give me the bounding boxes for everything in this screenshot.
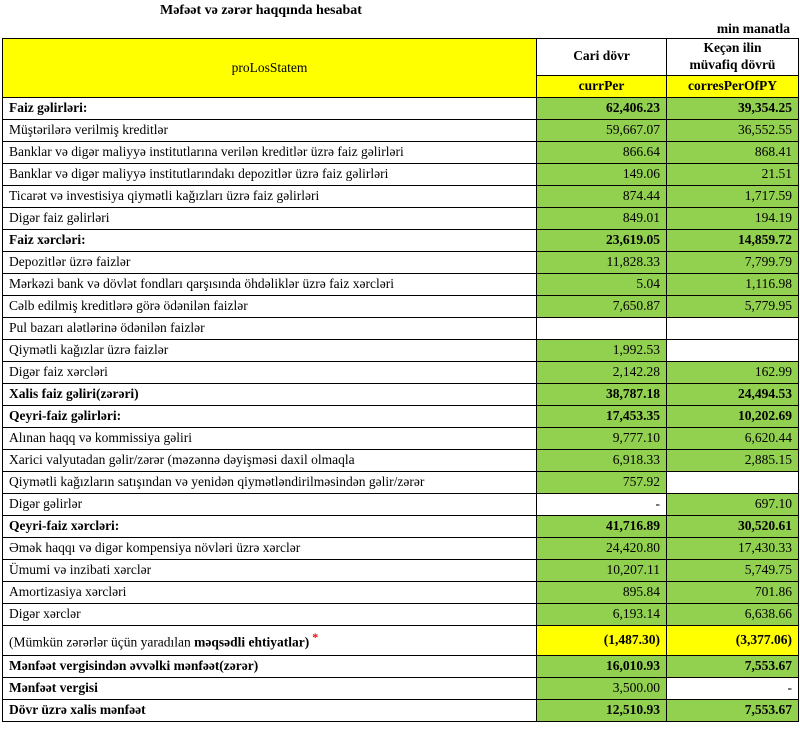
table-row bbox=[3, 427, 799, 449]
row-label: Amortizasiya xərcləri bbox=[3, 581, 537, 603]
row-value-current-period: 17,453.35 bbox=[537, 405, 667, 427]
table-row bbox=[3, 163, 799, 185]
row-value-previous-period: 697.10 bbox=[667, 493, 799, 515]
row-value-previous-period bbox=[667, 471, 799, 493]
table-row bbox=[3, 493, 799, 515]
table-row bbox=[3, 361, 799, 383]
row-value-previous-period: 10,202.69 bbox=[667, 405, 799, 427]
table-row bbox=[3, 97, 799, 119]
row-value-previous-period: (3,377.06) bbox=[667, 625, 799, 655]
row-label: Pul bazarı alətlərinə ödənilən faizlər bbox=[3, 317, 537, 339]
table-row bbox=[3, 581, 799, 603]
row-value-previous-period: 7,553.67 bbox=[667, 655, 799, 677]
header-prolosstatem: proLosStatem bbox=[3, 39, 537, 98]
row-value-previous-period: 5,779.95 bbox=[667, 295, 799, 317]
header-current-period-label: Cari dövr bbox=[573, 48, 630, 64]
table-row bbox=[3, 515, 799, 537]
row-value-previous-period: 194.19 bbox=[667, 207, 799, 229]
report-title: Məfəət və zərər haqqında hesabat bbox=[160, 3, 362, 18]
row-value-current-period: (1,487.30) bbox=[537, 625, 667, 655]
row-value-current-period: 12,510.93 bbox=[537, 699, 667, 721]
row-value-current-period: 62,406.23 bbox=[537, 97, 667, 119]
table-body bbox=[3, 97, 799, 721]
row-value-current-period: 849.01 bbox=[537, 207, 667, 229]
row-value-previous-period: 1,116.98 bbox=[667, 273, 799, 295]
row-label: Mərkəzi bank və dövlət fondları qarşısında öhdəliklər üzrə faiz xərcləri bbox=[3, 273, 537, 295]
row-value-previous-period: 5,749.75 bbox=[667, 559, 799, 581]
row-value-current-period: 41,716.89 bbox=[537, 515, 667, 537]
subheader-currper: currPer bbox=[537, 75, 667, 97]
table-row bbox=[3, 273, 799, 295]
row-value-current-period: 11,828.33 bbox=[537, 251, 667, 273]
row-label: Ticarət və investisiya qiymətli kağızları üzrə faiz gəlirləri bbox=[3, 185, 537, 207]
row-label: Mənfəət vergisi bbox=[3, 677, 537, 699]
row-value-previous-period: 7,799.79 bbox=[667, 251, 799, 273]
table-row bbox=[3, 317, 799, 339]
table-row bbox=[3, 677, 799, 699]
unit-note: min manatla bbox=[716, 21, 790, 36]
row-value-current-period: 10,207.11 bbox=[537, 559, 667, 581]
header-previous-period bbox=[667, 39, 799, 76]
row-value-previous-period: 6,638.66 bbox=[667, 603, 799, 625]
row-value-current-period: 23,619.05 bbox=[537, 229, 667, 251]
row-value-current-period: 16,010.93 bbox=[537, 655, 667, 677]
row-value-previous-period bbox=[667, 339, 799, 361]
row-label: Qiymətli kağızların satışından və yenidən qiymətləndirilməsindən gəlir/zərər bbox=[3, 471, 537, 493]
footnote-asterisk: * bbox=[309, 630, 319, 644]
row-value-previous-period: 6,620.44 bbox=[667, 427, 799, 449]
row-value-current-period: 59,667.07 bbox=[537, 119, 667, 141]
row-value-current-period: 874.44 bbox=[537, 185, 667, 207]
header-row-main bbox=[3, 39, 799, 76]
row-value-previous-period: 7,553.67 bbox=[667, 699, 799, 721]
row-label: Digər faiz gəlirləri bbox=[3, 207, 537, 229]
row-label: Mənfəət vergisindən əvvəlki mənfəət(zərər) bbox=[3, 655, 537, 677]
row-value-previous-period: 24,494.53 bbox=[667, 383, 799, 405]
row-value-current-period: 5.04 bbox=[537, 273, 667, 295]
subheader-corresperofpy: corresPerOfPY bbox=[667, 75, 799, 97]
table-row bbox=[3, 537, 799, 559]
row-label: Depozitlər üzrə faizlər bbox=[3, 251, 537, 273]
table-row bbox=[3, 405, 799, 427]
row-label: Faiz xərcləri: bbox=[3, 229, 537, 251]
header-previous-period-line1: Keçən ilin bbox=[703, 40, 762, 55]
row-value-current-period: 1,992.53 bbox=[537, 339, 667, 361]
row-label: Banklar və digər maliyyə institutlarındakı depozitlər üzrə faiz gəlirləri bbox=[3, 163, 537, 185]
row-value-previous-period: 39,354.25 bbox=[667, 97, 799, 119]
row-value-current-period: 3,500.00 bbox=[537, 677, 667, 699]
table-row bbox=[3, 559, 799, 581]
row-label: Dövr üzrə xalis mənfəət bbox=[3, 699, 537, 721]
row-value-previous-period bbox=[667, 317, 799, 339]
row-value-current-period: 38,787.18 bbox=[537, 383, 667, 405]
row-label: Alınan haqq və kommissiya gəliri bbox=[3, 427, 537, 449]
table-row bbox=[3, 625, 799, 655]
row-label: Cəlb edilmiş kreditlərə görə ödənilən faizlər bbox=[3, 295, 537, 317]
table-header bbox=[3, 39, 799, 98]
row-value-previous-period: 701.86 bbox=[667, 581, 799, 603]
row-value-previous-period: 21.51 bbox=[667, 163, 799, 185]
table-row bbox=[3, 185, 799, 207]
profit-loss-table bbox=[2, 38, 799, 722]
row-value-current-period: 7,650.87 bbox=[537, 295, 667, 317]
row-label: Xarici valyutadan gəlir/zərər (məzənnə dəyişməsi daxil olmaqla bbox=[3, 449, 537, 471]
row-label: Xalis faiz gəliri(zərəri) bbox=[3, 383, 537, 405]
row-value-current-period: 6,918.33 bbox=[537, 449, 667, 471]
row-label: Qiymətli kağızlar üzrə faizlər bbox=[3, 339, 537, 361]
table-row bbox=[3, 383, 799, 405]
row-label: Digər xərclər bbox=[3, 603, 537, 625]
row-label: Ümumi və inzibati xərclər bbox=[3, 559, 537, 581]
row-label-bold-part: məqsədli ehtiyatlar) bbox=[194, 634, 310, 650]
table-row bbox=[3, 141, 799, 163]
header-current-period bbox=[537, 39, 667, 76]
row-label: Digər gəlirlər bbox=[3, 493, 537, 515]
row-value-previous-period: 1,717.59 bbox=[667, 185, 799, 207]
row-value-current-period: 895.84 bbox=[537, 581, 667, 603]
row-value-previous-period: 162.99 bbox=[667, 361, 799, 383]
row-value-current-period: 24,420.80 bbox=[537, 537, 667, 559]
table-row bbox=[3, 655, 799, 677]
row-label: Banklar və digər maliyyə institutlarına verilən kreditlər üzrə faiz gəlirləri bbox=[3, 141, 537, 163]
header-previous-period-line2: müvafiq dövrü bbox=[689, 56, 776, 72]
row-label: Digər faiz xərcləri bbox=[3, 361, 537, 383]
row-label: Qeyri-faiz xərcləri: bbox=[3, 515, 537, 537]
row-value-current-period: 866.64 bbox=[537, 141, 667, 163]
row-value-current-period: 149.06 bbox=[537, 163, 667, 185]
row-value-previous-period: 14,859.72 bbox=[667, 229, 799, 251]
row-value-previous-period: - bbox=[667, 677, 799, 699]
row-value-previous-period: 868.41 bbox=[667, 141, 799, 163]
table-row bbox=[3, 449, 799, 471]
row-value-current-period: 757.92 bbox=[537, 471, 667, 493]
table-row bbox=[3, 699, 799, 721]
table-row bbox=[3, 119, 799, 141]
row-value-current-period: 6,193.14 bbox=[537, 603, 667, 625]
table-row bbox=[3, 339, 799, 361]
row-label: Müştərilərə verilmiş kreditlər bbox=[3, 119, 537, 141]
row-value-previous-period: 30,520.61 bbox=[667, 515, 799, 537]
table-row bbox=[3, 207, 799, 229]
row-label: Qeyri-faiz gəlirləri: bbox=[3, 405, 537, 427]
row-label: (Mümkün zərərlər üçün yaradılan məqsədli ehtiyatlar) * bbox=[3, 625, 537, 655]
row-value-current-period: 9,777.10 bbox=[537, 427, 667, 449]
row-value-previous-period: 2,885.15 bbox=[667, 449, 799, 471]
table-row bbox=[3, 295, 799, 317]
table-row bbox=[3, 251, 799, 273]
row-value-current-period: 2,142.28 bbox=[537, 361, 667, 383]
table-row bbox=[3, 471, 799, 493]
row-value-previous-period: 36,552.55 bbox=[667, 119, 799, 141]
row-value-current-period: - bbox=[537, 493, 667, 515]
row-label: Əmək haqqı və digər kompensiya növləri üzrə xərclər bbox=[3, 537, 537, 559]
row-label: Faiz gəlirləri: bbox=[3, 97, 537, 119]
row-value-previous-period: 17,430.33 bbox=[667, 537, 799, 559]
row-value-current-period bbox=[537, 317, 667, 339]
table-row bbox=[3, 229, 799, 251]
table-row bbox=[3, 603, 799, 625]
